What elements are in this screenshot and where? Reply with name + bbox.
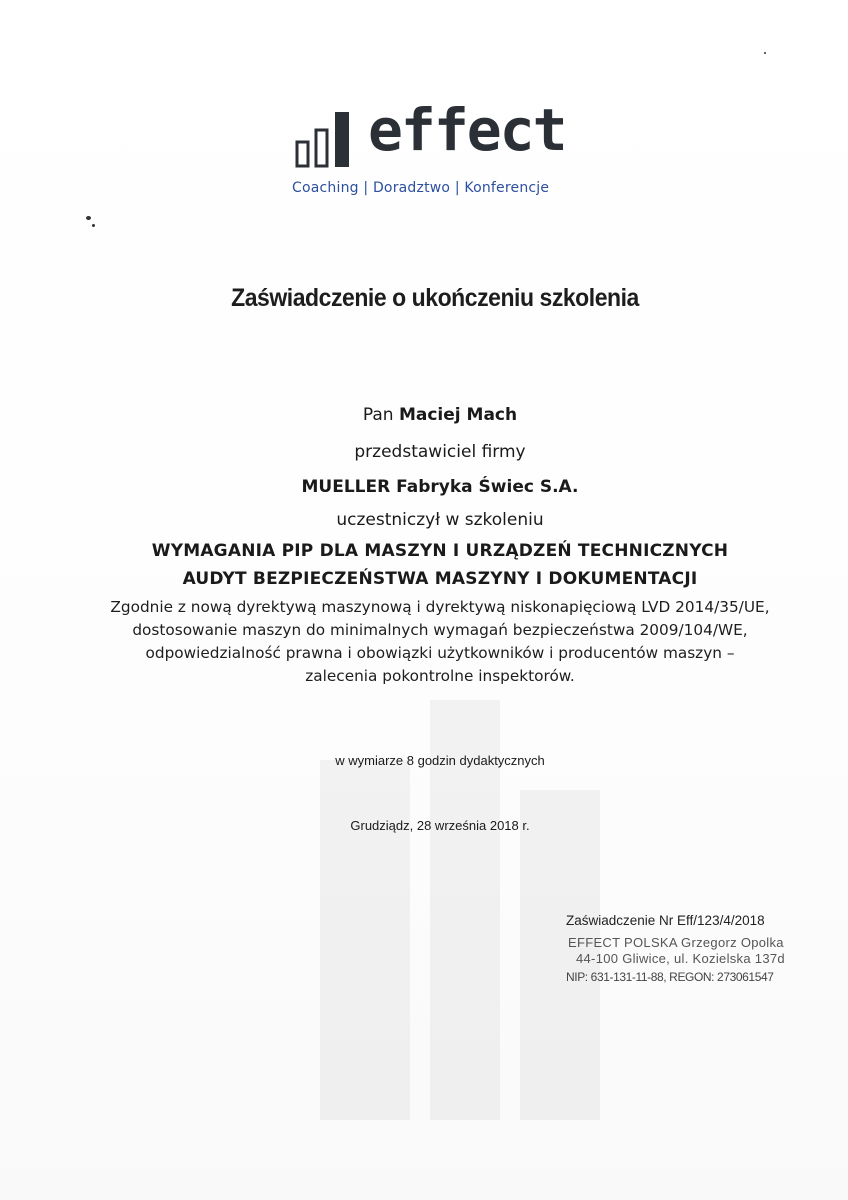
place-and-date: Grudziądz, 28 września 2018 r. [350,818,530,833]
course-title-line-2: AUDYT BEZPIECZEŃSTWA MASZYNY I DOKUMENTACJI [182,569,698,589]
representative-label: przedstawiciel firmy [354,442,526,462]
company-name: MUELLER Fabryka Świec S.A. [301,477,579,497]
scan-speck [86,216,91,220]
course-description: Zgodnie z nową dyrektywą maszynową i dyrektywą niskonapięciową LVD 2014/35/UE, dostosowanie maszyn do minimalnych wymagań bezpieczeństwa 2009/104/WE, odpowiedzialność prawna i obowiązki użytkowników i producentów maszyn – zalecenia pokontrolne inspektorów. [110,598,770,685]
certificate-number: Zaświadczenie Nr Eff/123/4/2018 [566,913,765,928]
salutation: Pan [362,405,394,425]
stamp-tax-ids: NIP: 631-131-11-88, REGON: 273061547 [566,970,774,984]
stamp-address: 44-100 Gliwice, ul. Kozielska 137d [576,951,785,966]
course-title-line-1: WYMAGANIA PIP DLA MASZYN I URZĄDZEŃ TECHNICZNYCH [151,541,729,561]
logo-tagline: Coaching | Doradztwo | Konferencje [292,180,550,196]
stamp-company-name: EFFECT POLSKA Grzegorz Opolka [568,935,784,950]
effect-logo [290,96,566,210]
course-hours: w wymiarze 8 godzin dydaktycznych [335,753,545,768]
scan-speck [92,224,95,227]
participation-label: uczestniczył w szkoleniu [336,510,544,530]
scan-speck [764,52,766,54]
certificate-title: Zaświadczenie o ukończeniu szkolenia [231,284,639,312]
participant-line [40,405,840,425]
logo-brand-name: effect [368,96,566,164]
participant-name: Maciej Mach [398,405,518,425]
bar-chart-logo-icon [294,108,364,168]
